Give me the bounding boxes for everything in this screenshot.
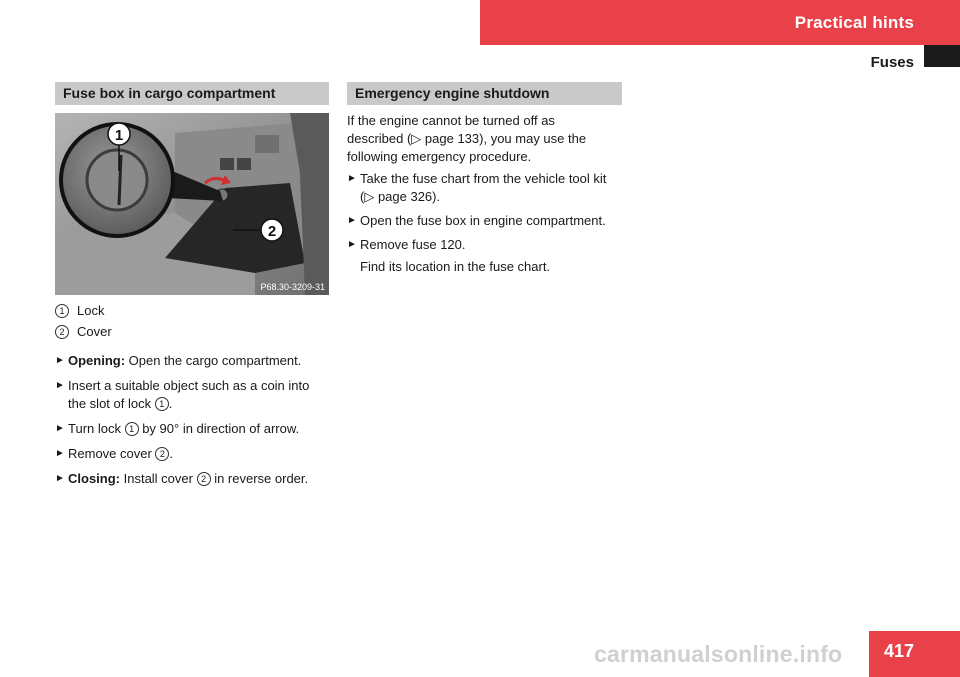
subsection-title: Fuses [870,54,914,71]
step-remove-fuse [347,236,650,276]
step-closing [55,470,348,488]
step-text: in reverse order. [210,471,309,486]
intro-paragraph [347,112,627,166]
subsection-tab-marker [924,45,960,67]
legend-label: Cover [77,324,112,339]
page-number: 417 [883,641,914,661]
step-text: . [169,446,174,461]
legend-item-lock [55,302,329,320]
bullet-arrow-icon: ► [347,173,357,184]
step-text-line: Remove fuse 120. [360,237,466,252]
step-text-line: Open the fuse box in engine compartment. [360,213,606,228]
step-text: Open the cargo compartment. [125,353,302,368]
step-text-line: Take the fuse chart from the vehicle tool kit [360,171,607,186]
legend-number: 2 [55,325,69,339]
bullet-arrow-icon: ► [55,380,65,391]
inline-ref-number: 2 [155,447,169,461]
step-text: Install cover [120,471,197,486]
bullet-arrow-icon: ► [55,473,65,484]
inline-ref-number: 1 [155,397,169,411]
fuse-box-photo [55,113,329,295]
step-insert-object [55,377,348,413]
heading-fuse-box-cargo: Fuse box in cargo compartment [55,82,329,105]
bullet-arrow-icon: ► [347,215,357,226]
step-text: Turn lock [68,421,125,436]
callout-2-label: 2 [267,223,277,240]
callout-1-label: 1 [114,127,124,144]
step-text: . [168,396,173,411]
watermark-text: carmanualsonline.info [594,641,843,667]
section-title: Practical hints [794,13,914,32]
bullet-arrow-icon: ► [55,448,65,459]
step-text: Remove cover [68,446,156,461]
step-turn-lock [55,420,343,438]
fuse-box-illustration [55,113,329,295]
step-remove-cover [55,445,343,463]
bullet-arrow-icon: ► [55,355,65,366]
page-number-box [869,631,960,677]
step-take-fuse-chart [347,170,650,206]
step-keyword: Closing: [68,471,120,486]
intro-line: following emergency procedure. [347,149,532,164]
step-open-fuse-box [347,212,650,230]
intro-line: If the engine cannot be turned off as [347,113,555,128]
step-text: the slot of lock [68,396,155,411]
bullet-arrow-icon: ► [55,423,65,434]
bullet-arrow-icon: ► [347,239,357,250]
section-header-bar [480,0,960,45]
heading-emergency-shutdown: Emergency engine shutdown [347,82,622,105]
inline-ref-number: 1 [125,422,139,436]
legend-item-cover [55,323,329,341]
step-text-line: (▷ page 326). [360,189,441,204]
step-opening [55,352,343,370]
photo-reference-code: P68.30-3209-31 [260,282,325,292]
step-text-line: Find its location in the fuse chart. [360,259,551,274]
legend-label: Lock [77,303,105,318]
step-keyword: Opening: [68,353,126,368]
inline-ref-number: 2 [197,472,211,486]
step-text-line: Insert a suitable object such as a coin into [68,378,310,393]
step-text: by 90° in direction of arrow. [138,421,300,436]
legend-number: 1 [55,304,69,318]
intro-line: described (▷ page 133), you may use the [347,131,587,146]
